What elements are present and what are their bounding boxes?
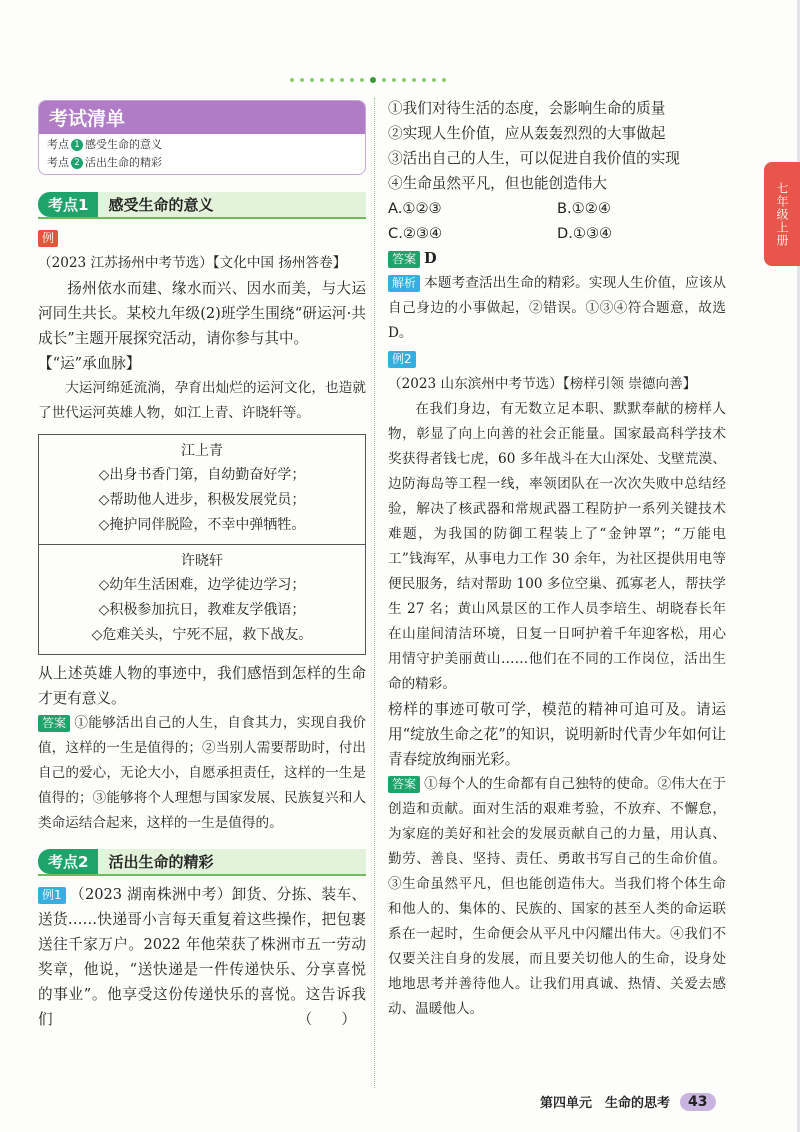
example2-tag: 例2: [388, 351, 416, 368]
hero-section-2: [39, 544, 365, 654]
analysis-tag: 解析: [388, 275, 420, 292]
page-footer: [540, 1092, 716, 1111]
hero-line: ◇幼年生活困难，边学徒边学习；: [98, 577, 306, 593]
hero-name: 许晓轩: [181, 553, 223, 569]
statement: ①我们对待生活的态度，会影响生命的质量: [388, 100, 666, 117]
page-number: 43: [680, 1093, 715, 1111]
example-paragraph-2: 大运河绵延流淌，孕育出灿烂的运河文化，也造就了世代运河英雄人物，如江上青、许晓轩等。: [38, 380, 366, 421]
section-header-k2: [38, 848, 366, 876]
statement: ③活出自己的人生，可以促进自我价值的实现: [388, 150, 680, 167]
option-a: A.①②③: [388, 200, 442, 217]
section-name-k2: 活出生命的精彩: [98, 849, 366, 874]
hero-line: ◇危难关头，宁死不屈，救下战友。: [91, 627, 313, 643]
option-d: D.①③④: [557, 225, 613, 242]
checklist-title: 考试清单: [39, 101, 365, 134]
section-tag-k2: 考点2: [38, 849, 98, 874]
example-heading: 例（2023 江苏扬州中考节选）【文化中国 扬州答卷】: [38, 231, 347, 271]
section-tag-k1: 考点1: [38, 192, 98, 217]
unit-title: 第四单元 生命的思考: [540, 1096, 671, 1111]
analysis-block: 解析 本题考查活出生命的精彩。实现人生价值，应该从自己身边的小事做起，②错误。①③④符合题意，故选 D。: [388, 275, 726, 341]
answer-block: 答案 ①能够活出自己的人生，自食其力，实现自我价值，这样的一生是值得的；②当别人需要帮助时，付出自己的爱心，无论大小，自愿承担责任，这样的一生是值得的；③能够将个人理想与国家发展、民族复兴和人类命运结合起来，这样的一生是值得的。: [38, 715, 366, 831]
left-column: [38, 100, 366, 1032]
checklist-item-1: 考点 1 感受生命的意义: [47, 138, 162, 151]
example2-question: 榜样的事迹可敬可学，模范的精神可追可及。请运用“绽放生命之花”的知识，说明新时代青少年如何让青春绽放绚丽光彩。: [388, 701, 726, 768]
column-divider: [374, 98, 375, 1088]
section-header-k1: [38, 191, 366, 219]
answer-tag: 答案: [388, 776, 420, 793]
option-c: C.②③④: [388, 225, 443, 242]
example2-heading: 例2（2023 山东滨州中考节选）【榜样引领 崇德向善】: [388, 352, 697, 392]
hero-line: ◇帮助他人进步，积极发展党员；: [98, 492, 306, 508]
grade-side-tab: 七年级上册: [764, 162, 800, 266]
hero-section-1: [39, 435, 365, 544]
answer-paren: （ ）: [297, 1011, 356, 1028]
example1-block: 例1 （2023 湖南株洲中考）卸货、分拣、装车、送货……快递哥小言每天重复着这些操作，把包裹送往千家万户。2022 年他荣获了株洲市五一劳动奖章，他说，“送快递是一件传递快乐、分享喜悦的事业”。他享受这份传递快乐的喜悦。这告诉我们 （ ）: [38, 882, 366, 1032]
hero-line: ◇积极参加抗日，教难友学俄语；: [98, 602, 306, 618]
answer1-block: 答案 D: [388, 246, 726, 271]
example1-tag: 例1: [38, 887, 66, 904]
answer-tag: 答案: [388, 251, 420, 268]
options-grid: [388, 196, 726, 246]
hero-table: [38, 434, 366, 655]
option-b: B.①②④: [557, 200, 611, 217]
statement: ④生命虽然平凡，但也能创造伟大: [388, 175, 607, 192]
example-paragraph-1: 扬州依水而建、缘水而兴、因水而美，与大运河同生共长。某校九年级(2)班学生围绕“研运河·共成长”主题开展探究活动，请你参与其中。: [38, 280, 366, 347]
example-tag: 例: [38, 230, 58, 247]
top-decoration: [290, 76, 460, 84]
section-name-k1: 感受生命的意义: [98, 192, 366, 217]
question-text: 从上述英雄人物的事迹中，我们感悟到怎样的生命才更有意义。: [38, 665, 366, 707]
right-column: [388, 96, 726, 1022]
exam-checklist: [38, 100, 366, 175]
hero-line: ◇出身书香门第，自幼勤奋好学；: [98, 467, 306, 483]
statement: ②实现人生价值，应从轰轰烈烈的大事做起: [388, 125, 666, 142]
example2-paragraph: 在我们身边，有无数立足本职、默默奉献的榜样人物，彰显了向上向善的社会正能量。国家最高科学技术奖获得者钱七虎，60 多年战斗在大山深处、戈壁荒漠、边防海岛等工程一线，率领团队在一次次失败中总结经验，解决了核武器和常规武器工程防护一系列关键技术难题，为我国的防御工程装上了“金钟罩”；“万能电工”钱海军，从事电力工作 30 余年，为社区提供用电等便民服务，结对帮助 100 多位空巢、孤寡老人，帮扶学生 27 名；黄山风景区的工作人员李培生、胡晓春长年在山崖间清洁环境，日复一日呵护着千年迎客松，用心用情守护美丽黄山……他们在不同的工作岗位，活出生命的精彩。: [388, 401, 726, 692]
checklist-item-2: 考点 2 活出生命的精彩: [47, 156, 162, 169]
hero-name: 江上青: [181, 443, 223, 459]
hero-line: ◇掩护同伴脱险，不幸中弹牺牲。: [98, 517, 306, 533]
sub-heading: 【“运”承血脉】: [38, 355, 141, 372]
answer2-block: 答案 ①每个人的生命都有自己独特的使命。②伟大在于创造和贡献。面对生活的艰难考验，不放弃、不懈怠，为家庭的美好和社会的发展贡献自己的力量，用认真、勤劳、善良、坚持、责任、勇敢书写自己的生命价值。③生命虽然平凡，但也能创造伟大。当我们将个体生命和他人的、集体的、民族的、国家的甚至人类的命运联系在一起时，生命便会从平凡中闪耀出伟大。④我们不仅要关注自身的发展，而且要关切他人的生命，设身处地地思考并善待他人。让我们用真诚、热情、关爱去感动、温暖他人。: [388, 776, 726, 1017]
answer-tag: 答案: [38, 715, 70, 732]
